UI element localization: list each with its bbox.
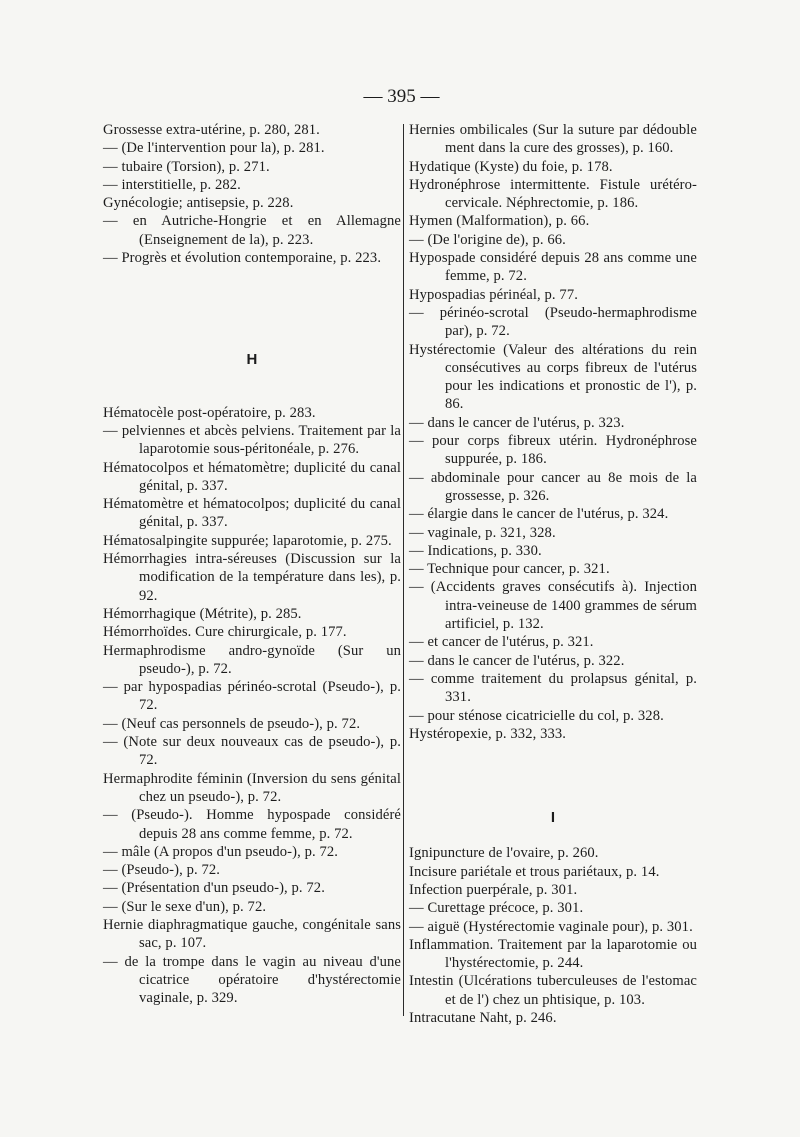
index-entry: Infection puerpérale, p. 301. [409, 881, 578, 898]
index-entry: — pour corps fibreux utérin. Hydronéphrose suppurée, p. 186. [409, 433, 697, 468]
index-entry: — en Autriche-Hongrie et en Allemagne (Enseignement de la), p. 223. [103, 213, 401, 248]
index-entry: — (Pseudo-). Homme hypospade considéré depuis 28 ans comme femme, p. 72. [103, 807, 401, 842]
index-entry: — périnéo-scrotal (Pseudo-hermaphrodisme par), p. 72. [409, 304, 697, 340]
index-entry: Hernies ombilicales (Sur la suture par dédouble ment dans la cure des grosses), p. 160. [409, 122, 697, 157]
index-entry: Hématocèle post-opératoire, p. 283. [103, 404, 316, 421]
index-entry: — et cancer de l'utérus, p. 321. [409, 634, 594, 651]
index-entry: — dans le cancer de l'utérus, p. 322. [409, 652, 625, 669]
index-entry: Hermaphrodisme andro-gynoïde (Sur un pseudo-), p. 72. [103, 642, 401, 677]
index-entry: — pour sténose cicatricielle du col, p. 328. [409, 707, 664, 724]
index-entry: — (Pseudo-), p. 72. [103, 862, 221, 879]
index-entry: Hymen (Malformation), p. 66. [409, 213, 590, 230]
index-entry: Hémorrhoïdes. Cure chirurgicale, p. 177. [103, 624, 347, 641]
index-entry: — tubaire (Torsion), p. 271. [103, 158, 270, 175]
index-entry: — (Accidents graves consécutifs à). Injection intra-veineuse de 1400 grammes de sérum artificiel, p. 132. [409, 579, 697, 633]
index-entry: — élargie dans le cancer de l'utérus, p. 324. [409, 506, 669, 523]
index-entry: Hystéropexie, p. 332, 333. [409, 725, 567, 742]
index-entry: — comme traitement du prolapsus génital, p. 331. [409, 670, 697, 706]
entries-g [103, 121, 401, 267]
index-entry: — (Note sur deux nouveaux cas de pseudo-), p. 72. [103, 734, 401, 769]
index-entry: Intracutane Naht, p. 246. [409, 1010, 557, 1027]
index-entry: — (De l'intervention pour la), p. 281. [103, 140, 325, 157]
section-heading-i: I [550, 809, 556, 827]
entries-h-continued [409, 121, 697, 743]
index-entry: Hernie diaphragmatique gauche, congénitale sans sac, p. 107. [103, 916, 401, 952]
entries-h [103, 404, 401, 1008]
index-entry: Intestin (Ulcérations tuberculeuses de l'estomac et de l') chez un phtisique, p. 103. [409, 973, 697, 1008]
index-entry: — Technique pour cancer, p. 321. [409, 561, 610, 578]
index-entry: — pelviennes et abcès pelviens. Traitement par la laparotomie sous-péritonéale, p. 276. [103, 422, 401, 458]
column-divider [403, 124, 404, 1016]
right-column [409, 121, 697, 1027]
left-column [103, 121, 401, 1007]
index-entry: Hématocolpos et hématomètre; duplicité du canal génital, p. 337. [103, 459, 401, 494]
index-entry: — vaginale, p. 321, 328. [409, 524, 556, 541]
index-entry: Hémorrhagique (Métrite), p. 285. [103, 605, 302, 622]
index-entry: — Curettage précoce, p. 301. [409, 900, 584, 917]
index-entry: Inflammation. Traitement par la laparotomie ou l'hystérectomie, p. 244. [409, 936, 697, 972]
index-entry: — aiguë (Hystérectomie vaginale pour), p. 301. [409, 918, 693, 935]
index-entry: — (Neuf cas personnels de pseudo-), p. 72. [103, 715, 361, 732]
index-entry: — dans le cancer de l'utérus, p. 323. [409, 414, 625, 431]
index-entry: Hypospade considéré depuis 28 ans comme une femme, p. 72. [409, 250, 697, 285]
section-heading-h: H [246, 351, 258, 369]
index-entry: — interstitielle, p. 282. [103, 176, 241, 193]
index-entry: Hémorrhagies intra-séreuses (Discussion sur la modification de la température dans les), p. 92. [103, 551, 401, 604]
index-entry: Hypospadias périnéal, p. 77. [409, 286, 578, 303]
index-entry: — de la trompe dans le vagin au niveau d'une cicatrice opératoire d'hystérectomie vaginale, p. 329. [103, 953, 401, 1007]
page-number: — 395 — [363, 86, 440, 107]
index-entry: — Indications, p. 330. [409, 542, 542, 559]
index-entry: — abdominale pour cancer au 8e mois de la grossesse, p. 326. [409, 469, 697, 504]
index-entry: — par hypospadias périnéo-scrotal (Pseudo-), p. 72. [103, 679, 401, 714]
index-entry: — (Présentation d'un pseudo-), p. 72. [103, 880, 325, 897]
index-entry: Hydronéphrose intermittente. Fistule urétéro-cervicale. Néphrectomie, p. 186. [409, 176, 697, 212]
index-entry: Hématosalpingite suppurée; laparotomie, p. 275. [103, 532, 392, 549]
index-entry: — Progrès et évolution contemporaine, p. 223. [103, 250, 382, 267]
index-entry: Hermaphrodite féminin (Inversion du sens génital chez un pseudo-), p. 72. [103, 770, 401, 805]
index-entry: Gynécologie; antisepsie, p. 228. [103, 195, 294, 212]
index-entry: Incisure pariétale et trous pariétaux, p. 14. [409, 863, 660, 880]
index-entry: Hématomètre et hématocolpos; duplicité du canal génital, p. 337. [103, 496, 401, 531]
index-entry: Ignipuncture de l'ovaire, p. 260. [409, 845, 599, 862]
index-entry: Grossesse extra-utérine, p. 280, 281. [103, 122, 320, 138]
index-entry: — (De l'origine de), p. 66. [409, 231, 566, 248]
index-entry: — mâle (A propos d'un pseudo-), p. 72. [103, 843, 339, 860]
index-entry: — (Sur le sexe d'un), p. 72. [103, 898, 267, 915]
index-entry: Hydatique (Kyste) du foie, p. 178. [409, 158, 613, 175]
entries-i [409, 844, 697, 1027]
index-entry: Hystérectomie (Valeur des altérations du rein consécutives au corps fibreux de l'utérus pour les indications et pronostic de l'), p. 86. [409, 341, 697, 413]
